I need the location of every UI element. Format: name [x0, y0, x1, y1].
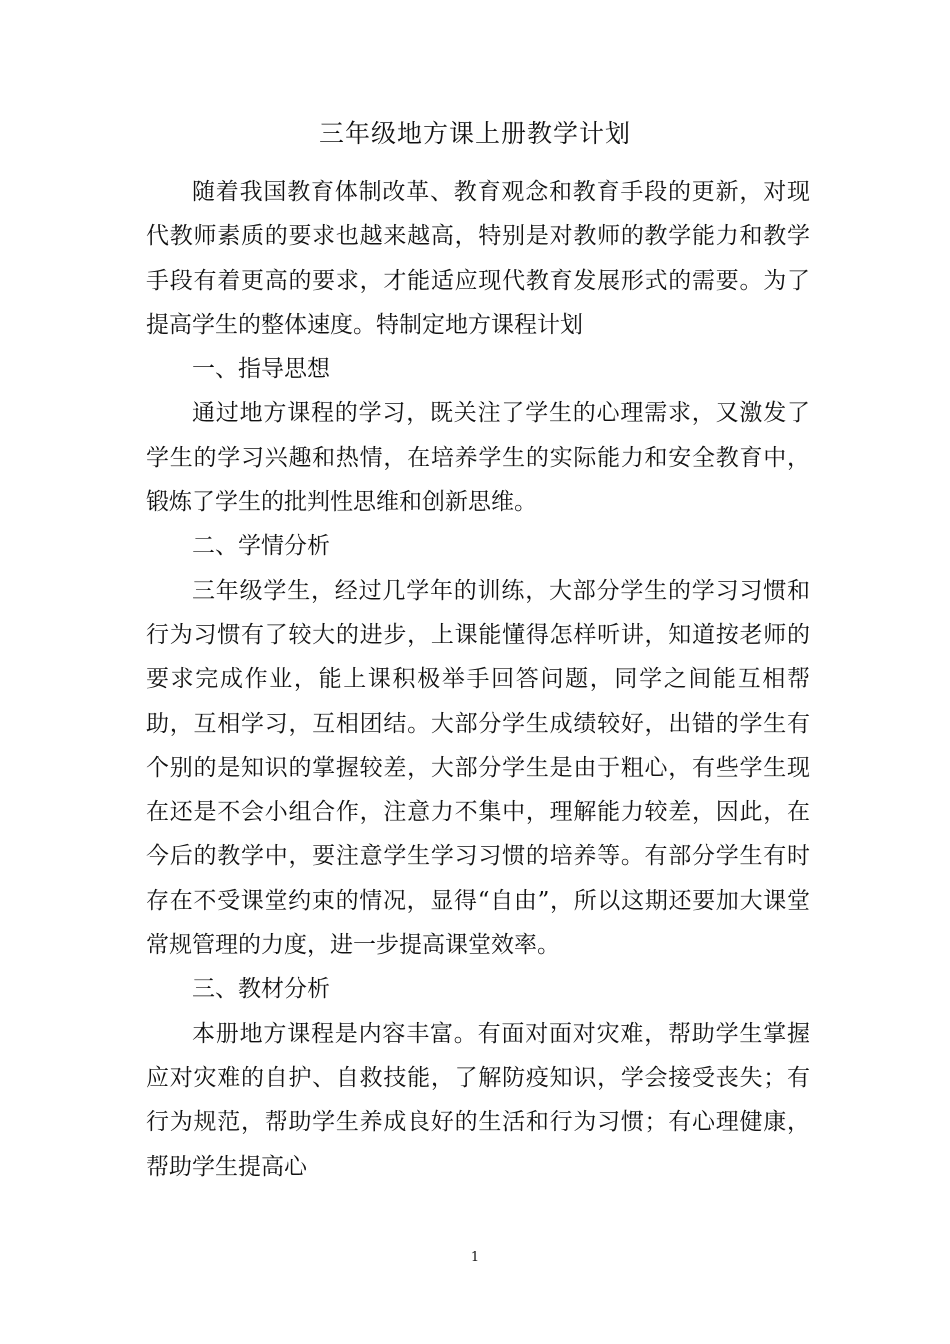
intro-paragraph: 随着我国教育体制改革、教育观念和教育手段的更新，对现代教师素质的要求也越来越高，特别是对教师的教学能力和教学手段有着更高的要求，才能适应现代教育发展形式的需要。为了提高学生的整体速度。特制定地方课程计划 [146, 179, 810, 338]
document-body [146, 170, 810, 1189]
document-title: 三年级地方课上册教学计划 [318, 119, 631, 148]
page-number: 1 [470, 1250, 480, 1265]
section-text-guiding-ideology: 通过地方课程的学习，既关注了学生的心理需求，又激发了学生的学习兴趣和热情，在培养学生的实际能力和安全教育中，锻炼了学生的批判性思维和创新思维。 [146, 400, 810, 516]
section-heading-student-analysis: 二、学情分析 [192, 533, 330, 560]
section-heading-textbook-analysis: 三、教材分析 [192, 976, 330, 1003]
section-text-textbook-analysis: 本册地方课程是内容丰富。有面对面对灾难，帮助学生掌握应对灾难的自护、自救技能，了解防疫知识，学会接受丧失；有行为规范，帮助学生养成良好的生活和行为习惯；有心理健康，帮助学生提高心 [146, 1020, 810, 1180]
section-text-student-analysis: 三年级学生，经过几学年的训练，大部分学生的学习习惯和行为习惯有了较大的进步，上课能懂得怎样听讲，知道按老师的要求完成作业，能上课积极举手回答问题，同学之间能互相帮助，互相学习，互相团结。大部分学生成绩较好，出错的学生有个别的是知识的掌握较差，大部分学生是由于粗心，有些学生现在还是不会小组合作，注意力不集中，理解能力较差，因此，在今后的教学中，要注意学生学习习惯的培养等。有部分学生有时存在不受课堂约束的情况，显得“自由”，所以这期还要加大课堂常规管理的力度，进一步提高课堂效率。 [146, 577, 810, 959]
section-heading-guiding-ideology: 一、指导思想 [192, 356, 330, 383]
